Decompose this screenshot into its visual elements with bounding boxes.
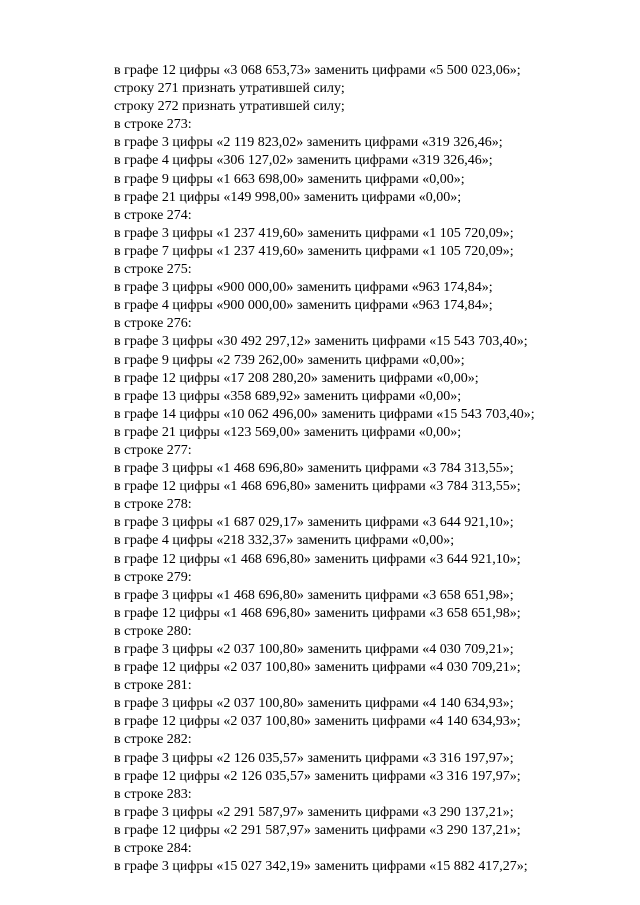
text-line: в строке 280: <box>114 623 192 639</box>
text-line: в графе 12 цифры «2 037 100,80» заменить цифрами «4 030 709,21»; <box>114 660 521 676</box>
text-line: строку 271 признать утратившей силу; <box>114 81 345 97</box>
text-line: в графе 3 цифры «1 468 696,80» заменить цифрами «3 784 313,55»; <box>114 461 514 477</box>
text-line: в строке 284: <box>114 841 192 857</box>
text-line: в строке 276: <box>114 316 192 332</box>
text-line: в графе 9 цифры «1 663 698,00» заменить цифрами «0,00»; <box>114 171 465 187</box>
text-line: в графе 13 цифры «358 689,92» заменить цифрами «0,00»; <box>114 388 462 404</box>
text-line: в строке 278: <box>114 497 192 513</box>
text-line: в графе 7 цифры «1 237 419,60» заменить цифрами «1 105 720,09»; <box>114 243 514 259</box>
text-line: в графе 3 цифры «2 291 587,97» заменить цифрами «3 290 137,21»; <box>114 804 514 820</box>
text-line: в графе 3 цифры «1 237 419,60» заменить цифрами «1 105 720,09»; <box>114 225 514 241</box>
text-line: в графе 4 цифры «900 000,00» заменить цифрами «963 174,84»; <box>114 298 493 314</box>
text-line: в графе 12 цифры «2 037 100,80» заменить цифрами «4 140 634,93»; <box>114 714 521 730</box>
text-line: в графе 9 цифры «2 739 262,00» заменить цифрами «0,00»; <box>114 352 465 368</box>
text-line: в строке 277: <box>114 442 192 458</box>
text-line: в графе 4 цифры «218 332,37» заменить цифрами «0,00»; <box>114 533 455 549</box>
text-line: в графе 12 цифры «17 208 280,20» заменить цифрами «0,00»; <box>114 370 479 386</box>
text-line: в графе 3 цифры «2 037 100,80» заменить цифрами «4 140 634,93»; <box>114 696 514 712</box>
text-line: в графе 12 цифры «2 291 587,97» заменить цифрами «3 290 137,21»; <box>114 822 521 838</box>
text-line: в графе 3 цифры «2 037 100,80» заменить цифрами «4 030 709,21»; <box>114 642 514 657</box>
text-line: в графе 3 цифры «15 027 342,19» заменить цифрами «15 882 417,27»; <box>114 859 528 875</box>
text-line: в строке 273: <box>114 117 192 133</box>
text-line: в графе 12 цифры «2 126 035,57» заменить цифрами «3 316 197,97»; <box>114 768 521 784</box>
text-line: в графе 12 цифры «1 468 696,80» заменить цифрами «3 644 921,10»; <box>114 551 521 567</box>
text-line: в строке 274: <box>114 207 192 223</box>
text-line: в графе 4 цифры «306 127,02» заменить цифрами «319 326,46»; <box>114 153 493 169</box>
text-line: в строке 282: <box>114 732 192 748</box>
text-line: в графе 12 цифры «3 068 653,73» заменить цифрами «5 500 023,06»; <box>114 63 521 78</box>
text-line: в графе 12 цифры «1 468 696,80» заменить цифрами «3 784 313,55»; <box>114 479 521 495</box>
text-line: в строке 281: <box>114 678 192 694</box>
text-line: строку 272 признать утратившей силу; <box>114 99 345 115</box>
text-line: в графе 14 цифры «10 062 496,00» заменить цифрами «15 543 703,40»; <box>114 406 535 422</box>
text-line: в графе 12 цифры «1 468 696,80» заменить цифрами «3 658 651,98»; <box>114 605 521 621</box>
text-line: в строке 275: <box>114 262 192 278</box>
text-line: в графе 21 цифры «149 998,00» заменить цифрами «0,00»; <box>114 189 462 205</box>
text-line: в строке 283: <box>114 786 192 802</box>
text-line: в графе 3 цифры «2 126 035,57» заменить цифрами «3 316 197,97»; <box>114 750 514 766</box>
text-line: в графе 3 цифры «30 492 297,12» заменить цифрами «15 543 703,40»; <box>114 334 528 350</box>
text-line: в графе 3 цифры «1 468 696,80» заменить цифрами «3 658 651,98»; <box>114 587 514 603</box>
text-line: в графе 21 цифры «123 569,00» заменить цифрами «0,00»; <box>114 424 462 440</box>
text-line: в графе 3 цифры «900 000,00» заменить цифрами «963 174,84»; <box>114 280 493 296</box>
text-line: в графе 3 цифры «1 687 029,17» заменить цифрами «3 644 921,10»; <box>114 515 514 531</box>
text-line: в строке 279: <box>114 569 192 585</box>
document-page <box>114 62 614 876</box>
text-line: в графе 3 цифры «2 119 823,02» заменить цифрами «319 326,46»; <box>114 135 503 151</box>
